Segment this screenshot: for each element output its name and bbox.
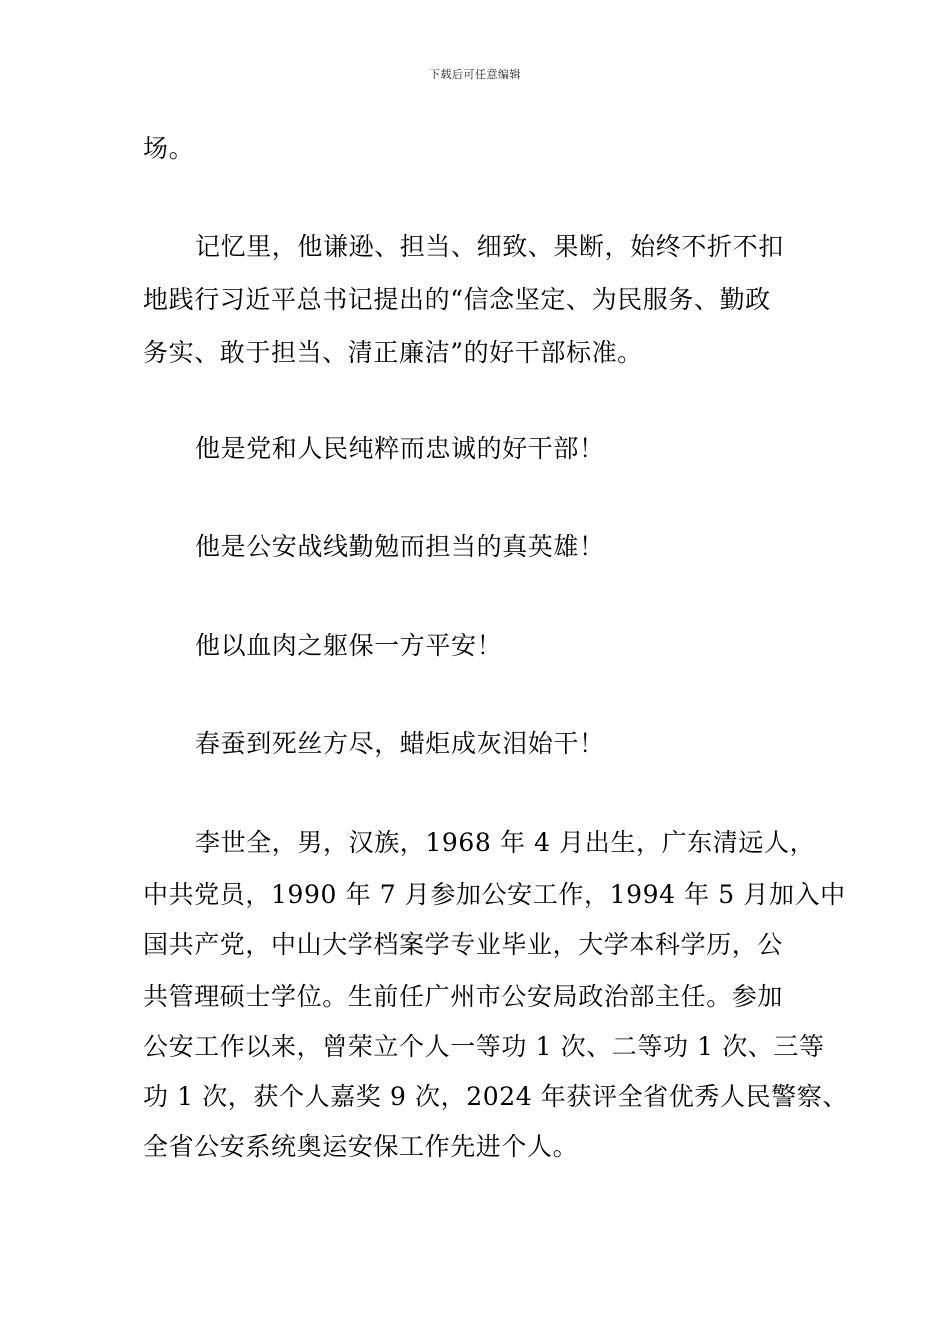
paragraph-3-line-1: 他是党和人民纯粹而忠诚的好干部！ [195, 434, 605, 463]
paragraph-7-line-5: 公安工作以来，曾荣立个人一等功 1 次、二等功 1 次、三等 [143, 1032, 825, 1061]
paragraph-7-line-7: 全省公安系统奥运安保工作先进个人。 [143, 1132, 579, 1161]
paragraph-4-line-1: 他是公安战线勤勉而担当的真英雄！ [195, 532, 605, 561]
paragraph-7-line-6: 功 1 次，获个人嘉奖 9 次，2024 年获评全省优秀人民警察、 [143, 1082, 848, 1111]
paragraph-2-line-3: 务实、敢于担当、清正廉洁”的好干部标准。 [143, 338, 643, 367]
page-header: 下载后可任意编辑 [429, 68, 521, 81]
paragraph-2-line-1: 记忆里，他谦逊、担当、细致、果断，始终不折不扣 [195, 232, 784, 261]
paragraph-6-line-1: 春蚕到死丝方尽，蜡炬成灰泪始干！ [195, 729, 605, 758]
paragraph-5-line-1: 他以血肉之躯保一方平安！ [195, 631, 503, 660]
paragraph-2-line-2: 地践行习近平总书记提出的“信念坚定、为民服务、勤政 [143, 285, 771, 314]
paragraph-7-line-4: 共管理硕士学位。生前任广州市公安局政治部主任。参加 [143, 982, 784, 1011]
paragraph-7-line-2: 中共党员，1990 年 7 月参加公安工作，1994 年 5 月加入中 [143, 880, 846, 909]
paragraph-7-line-1: 李世全，男，汉族，1968 年 4 月出生，广东清远人， [195, 828, 816, 857]
paragraph-7-line-3: 国共产党，中山大学档案学专业毕业，大学本科学历，公 [143, 930, 784, 959]
paragraph-1-line-1: 场。 [143, 134, 195, 163]
